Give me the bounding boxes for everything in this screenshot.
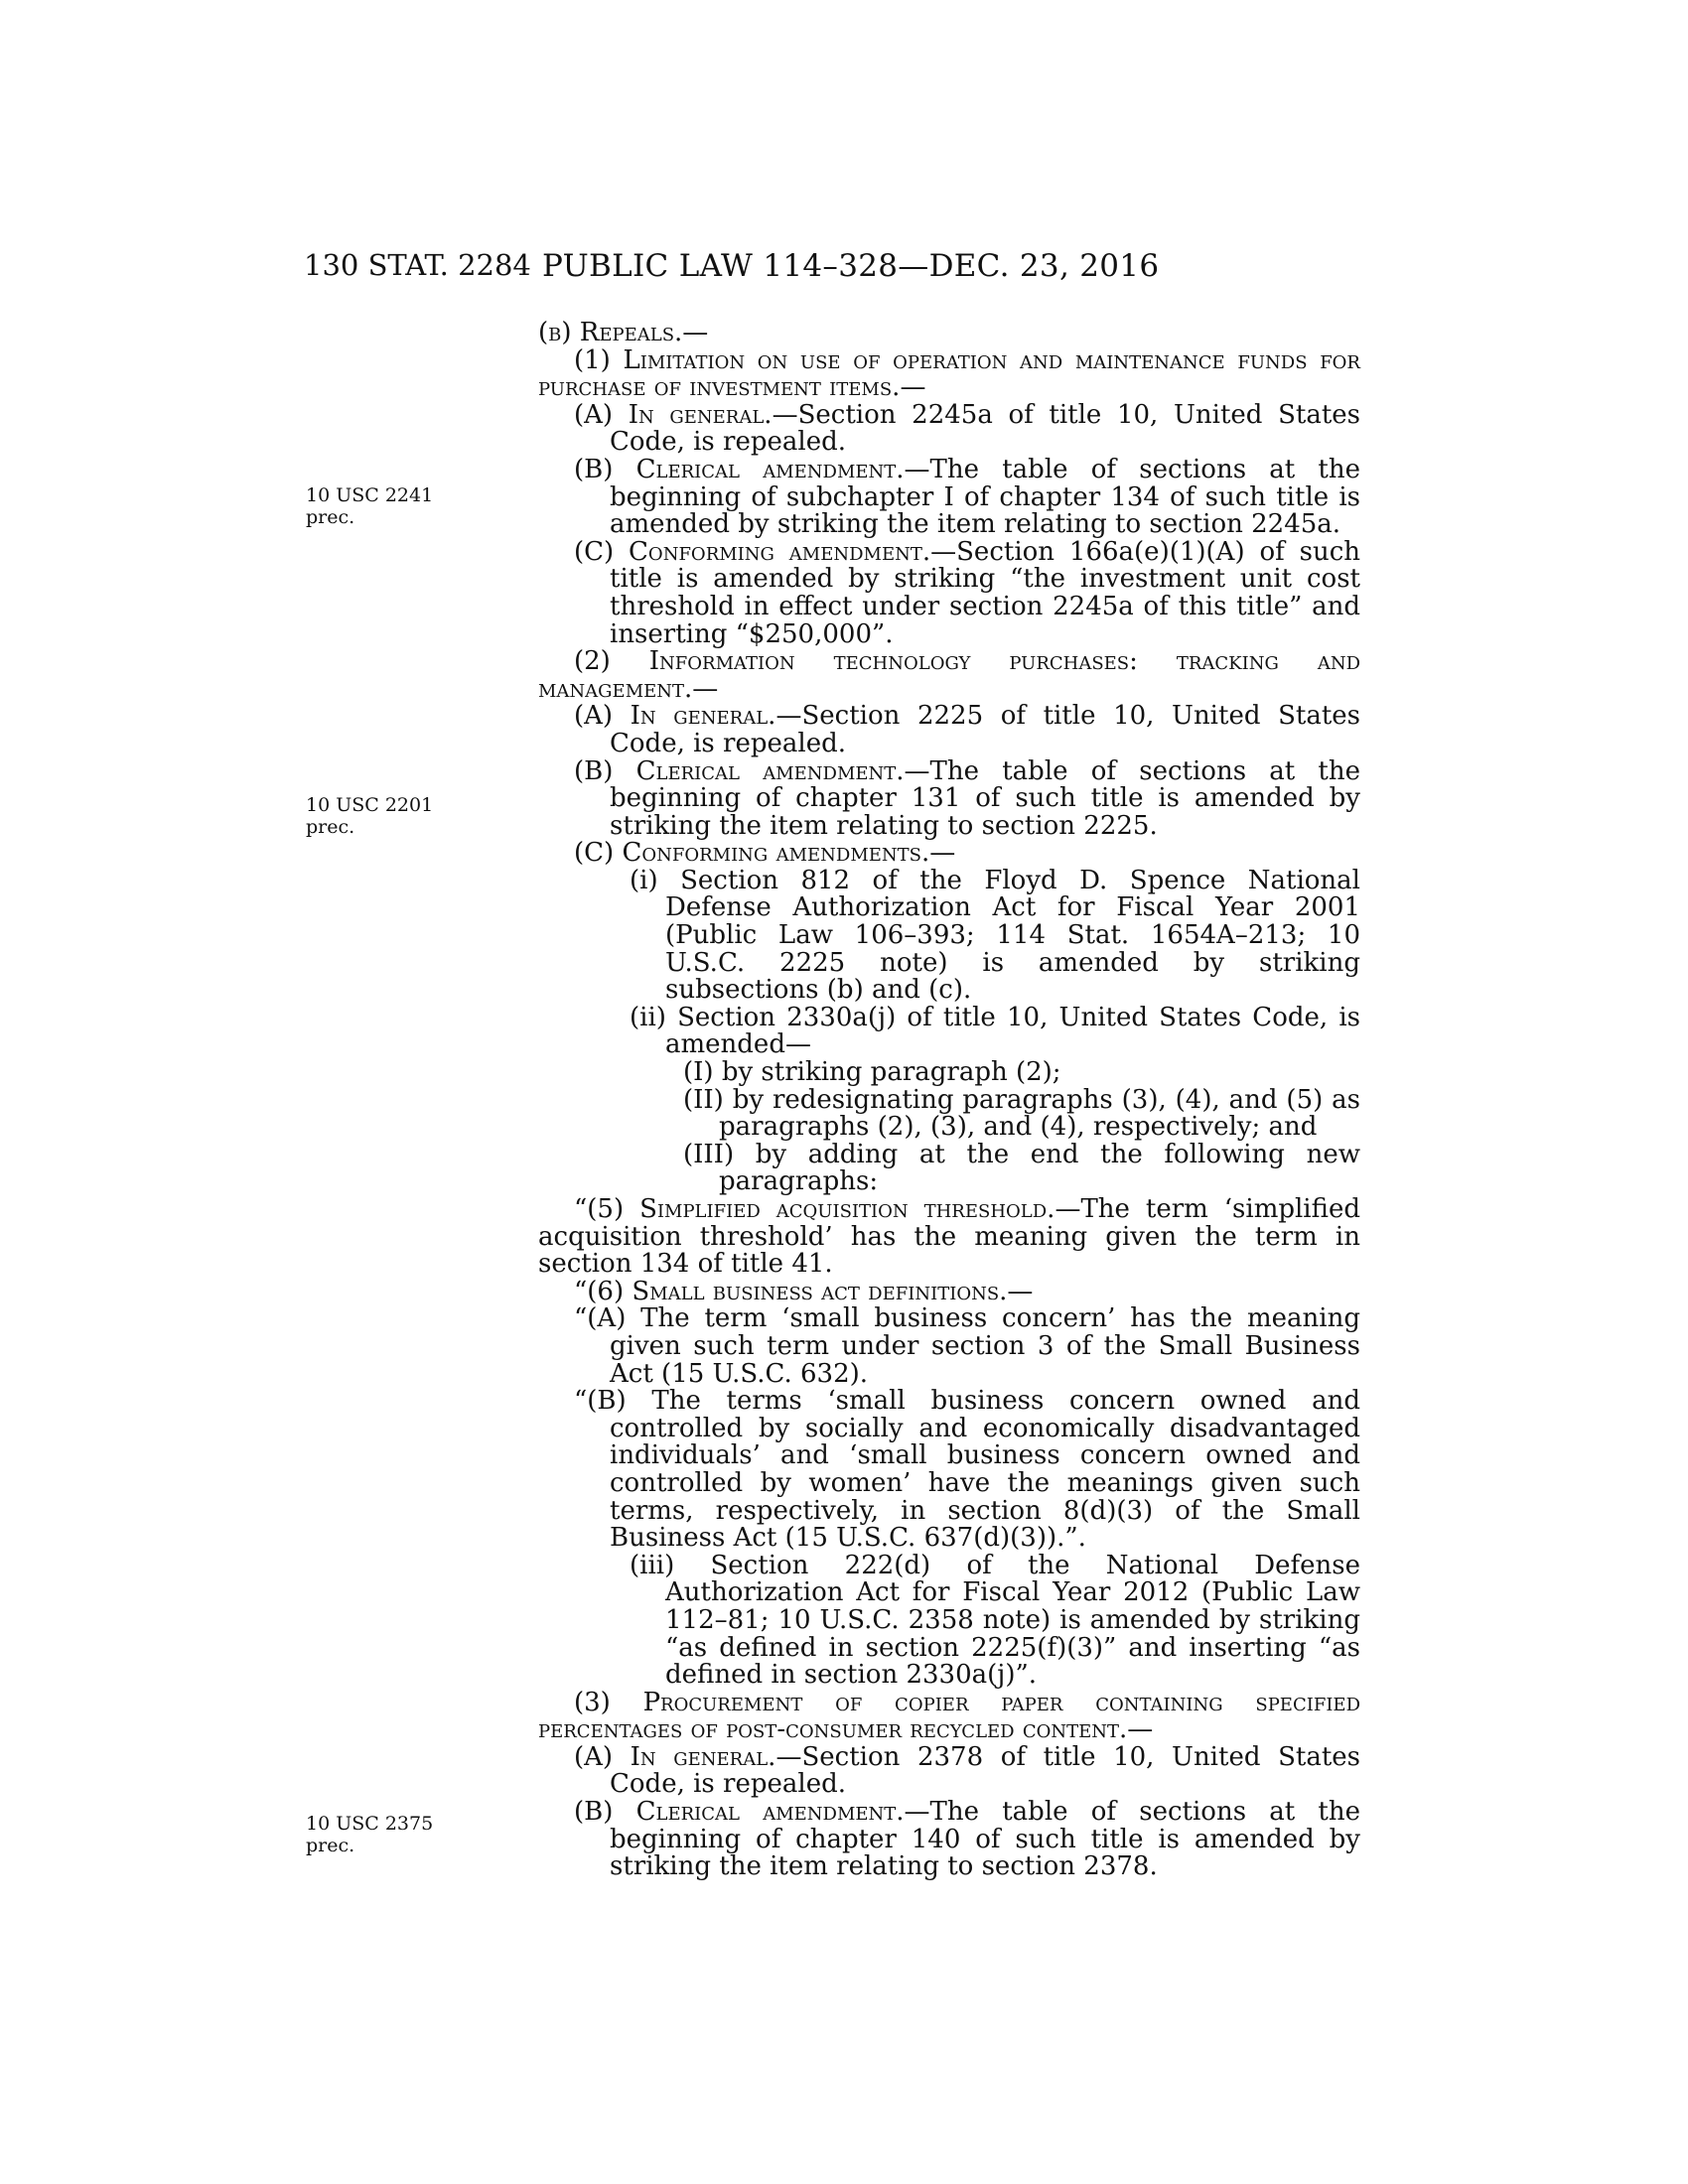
paragraph-3-heading: (3) Procurement of copier paper containing specified percentages of post-consumer recycled content.— (538, 1687, 1360, 1745)
statute-page-number: 130 STAT. 2284 (304, 248, 531, 282)
paragraph-1c: (C) Conforming amendment.—Section 166a(e)(1)(A) of such title is amended by striking “the investment unit cost threshold in effect under section 2245a of this title” and inserting “$250,000”. (574, 536, 1360, 649)
public-law-title: PUBLIC LAW 114–328—DEC. 23, 2016 (542, 248, 1160, 284)
subsection-b-heading: (b) Repeals.— (538, 318, 709, 347)
margin-note-usc-2241: 10 USC 2241 prec. (306, 484, 434, 528)
clause-2c-ii: (ii) Section 2330a(j) of title 10, United States Code, is amended— (630, 1002, 1360, 1060)
paragraph-2c-heading: (C) Conforming amendments.— (574, 838, 956, 869)
paragraph-2-heading: (2) Information technology purchases: tracking and management.— (538, 646, 1360, 704)
document-body (538, 320, 1360, 1881)
quoted-paragraph-6-heading: “(6) Small business act definitions.— (574, 1276, 1034, 1306)
quoted-paragraph-6a: “(A) The term ‘small business concern’ has the meaning given such term under section 3 of the Small Business Act (15 U.S.C. 632). (574, 1303, 1360, 1389)
paragraph-2b: (B) Clerical amendment.—The table of sections at the beginning of chapter 131 of such title is amended by striking the item relating to section 2225. (574, 755, 1360, 841)
quoted-paragraph-6b: “(B) The terms ‘small business concern owned and controlled by socially and economically disadvantaged individuals’ and ‘small business concern owned and controlled by women’ have the meanings given such terms, respectively, in section 8(d)(3) of the Small Business Act (15 U.S.C. 637(d)(3)).”. (574, 1386, 1360, 1554)
subclause-2c-ii-II: (II) by redesignating paragraphs (3), (4), and (5) as paragraphs (2), (3), and (4), respectively; and (683, 1084, 1360, 1143)
paragraph-1a: (A) In general.—Section 2245a of title 10, United States Code, is repealed. (574, 399, 1361, 458)
paragraph-2a: (A) In general.—Section 2225 of title 10, United States Code, is repealed. (574, 701, 1361, 758)
clause-2c-i: (i) Section 812 of the Floyd D. Spence National Defense Authorization Act for Fiscal Year 2001 (Public Law 106–393; 114 Stat. 1654A–213; 10 U.S.C. 2225 note) is amended by striking subsections (b) and (c). (630, 865, 1360, 1006)
page-header (0, 248, 1688, 288)
margin-note-usc-2201: 10 USC 2201 prec. (306, 794, 434, 838)
clause-2c-iii: (iii) Section 222(d) of the National Defense Authorization Act for Fiscal Year 2012 (Public Law 112–81; 10 U.S.C. 2358 note) is amended by striking “as defined in section 2225(f)(3)” and inserting “as defined in section 2330a(j)”. (630, 1550, 1360, 1691)
paragraph-1-heading: (1) Limitation on use of operation and maintenance funds for purchase of investment items.— (538, 344, 1360, 403)
paragraph-3a: (A) In general.—Section 2378 of title 10, United States Code, is repealed. (574, 1741, 1361, 1800)
subclause-2c-ii-I: (I) by striking paragraph (2); (683, 1057, 1061, 1088)
quoted-paragraph-5: “(5) Simplified acquisition threshold.—The term ‘simplified acquisition threshold’ has the meaning given the term in section 134 of title 41. (538, 1194, 1360, 1280)
paragraph-1b: (B) Clerical amendment.—The table of sections at the beginning of subchapter I of chapter 134 of such title is amended by striking the item relating to section 2245a. (574, 454, 1360, 540)
paragraph-3b: (B) Clerical amendment.—The table of sections at the beginning of chapter 140 of such title is amended by striking the item relating to section 2378. (574, 1797, 1360, 1882)
margin-note-usc-2375: 10 USC 2375 prec. (306, 1813, 434, 1856)
subclause-2c-ii-III: (III) by adding at the end the following new paragraphs: (683, 1139, 1360, 1197)
